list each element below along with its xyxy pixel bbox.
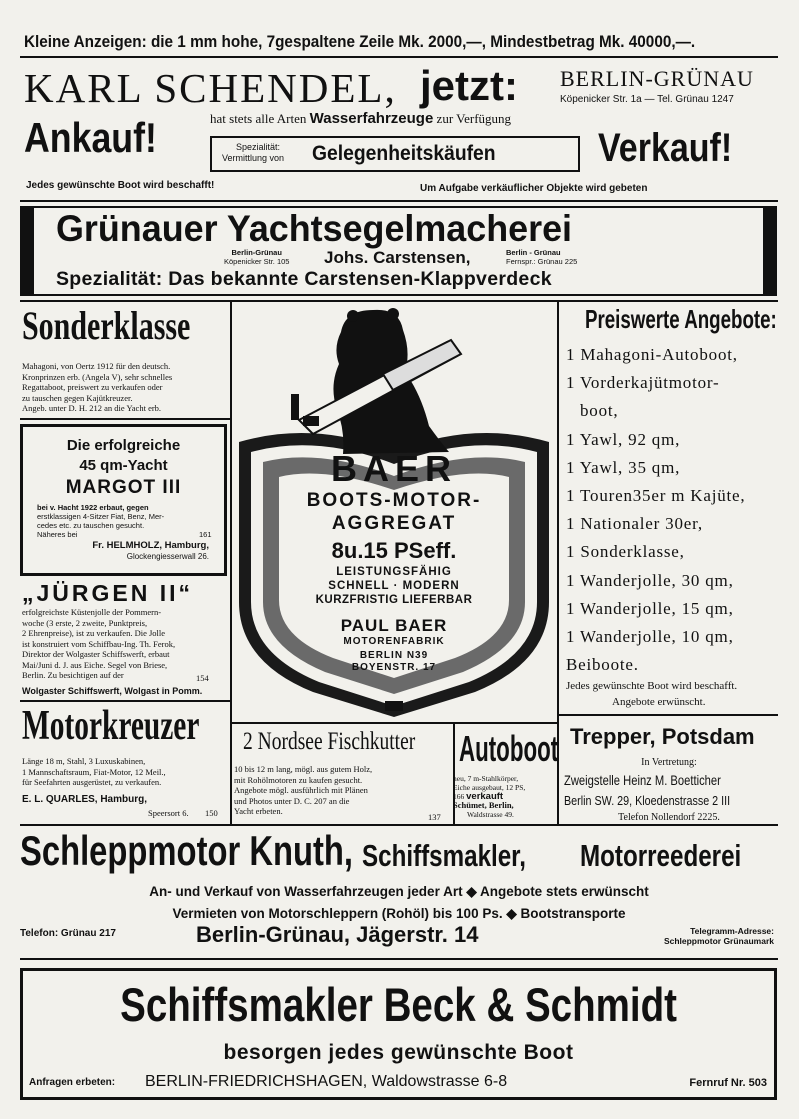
schendel-jetzt: jetzt: [420,62,518,109]
ankauf: Ankauf! [24,114,157,161]
baer-line4: LEISTUNGSFÄHIG [336,566,452,578]
autoboot-title: Autoboot [459,728,559,769]
baer-line6: KURZFRISTIG LIEFERBAR [315,594,473,606]
motorkreuzer-num: 150 [205,808,218,818]
knuth-tg: Telegramm-Adresse: Schleppmotor Grünaumark [663,926,774,946]
schendel-city: BERLIN-GRÜNAU [560,66,754,91]
margot-box: Die erfolgreiche 45 qm-Yacht MARGOT III bei v. Hacht 1922 erbaut, gegen erstklassigen 4-Sitzer Fiat, Benz, Mer- cedes etc. zu tauschen gesucht. Näheres bei 161 Fr. HELMHOLZ, Hamburg, Glockengiesserwall 26. [20,424,227,576]
preiswerte-title: Preiswerte Angebote: [585,304,777,334]
preiswerte-note1: Jedes gewünschte Boot wird beschafft. [566,680,738,692]
yacht-title: Grünauer Yachtsegelmacherei [56,208,573,249]
divider [20,418,230,420]
beck-tel: Fernruf Nr. 503 [689,1077,767,1089]
juergen-footer: Wolgaster Schiffswerft, Wolgast in Pomm. [22,686,203,696]
trepper-title: Trepper, Potsdam [570,724,755,749]
preiswerte-note2: Angebote erwünscht. [612,696,706,708]
sonderklasse-title: Sonderklasse [22,303,191,348]
fischkutter-title: 2 Nordsee Fischkutter [243,728,416,755]
sonderklasse-text: Mahagoni, von Oertz 1912 für den deutsch. Kronprinzen erb. (Angela V), sehr schnelles Regattaboot, preiswert zu verkaufen oder zu tauschen gegen Kajütkreuzer. Angeb. unter D. H. 212 an die Yacht erb. [22,361,173,413]
divider [230,722,557,724]
yacht-right-addr: Berlin - Grünau Fernspr.: Grünau 225 [506,248,578,266]
baer-ad [233,302,555,720]
trepper-l2: Berlin SW. 29, Kloedenstrasse 2 III [564,794,731,808]
knuth-l2: Vermieten von Motorschleppern (Rohöl) bis 100 Ps. ◆ Bootstransporte [172,906,626,921]
trepper-l1: Zweigstelle Heinz M. Boetticher [564,772,721,788]
juergen-title: „JÜRGEN II“ [22,580,194,606]
juergen-text: erfolgreichste Küstenjolle der Pommern- woche (3 erste, 2 zweite, Punktpreis, 2 Ehrenpreise), ist zu verkaufen. Die Jolle ist konstruiert vom Schiffbau-Ing. Th. Ferok, Direktor der Wolgaster Schiffswerft, erbaut Mai/Juni d. J. aus Eiche. Segel von Briese, Berlin. Zu besichtigen auf der [22,607,176,680]
yacht-box [20,206,777,296]
knuth-tel: Telefon: Grünau 217 [20,928,116,939]
knuth-l1: An- und Verkauf von Wasserfahrzeugen jeder Art ◆ Angebote stets erwünscht [149,884,649,899]
knuth-title: Schleppmotor Knuth, [20,827,354,874]
yacht-left-addr: Berlin-Grünau Köpenicker Str. 105 [224,248,290,266]
divider [20,958,778,960]
preiswerte-list: 1 Mahagoni-Autoboot, 1 Vorderkajütmotor- boot, 1 Yawl, 92 qm, 1 Yawl, 35 qm, 1 Touren35er m Kajüte, 1 Nationaler 30er, 1 Sonderklasse, 1 Wanderjolle, 30 qm, 1 Wanderjolle, 15 qm, 1 Wanderjolle, 10 qm, Beiboote. [566,345,746,675]
beck-box [20,968,777,1100]
trepper-l3: Telefon Nollendorf 2225. [618,812,720,823]
motorkreuzer-street: Speersort 6. [148,808,189,818]
yacht-owner: Johs. Carstensen, [324,248,471,267]
schendel-left-note: Jedes gewünschte Boot wird beschafft! [26,180,215,191]
baer-line9: BERLIN N39 [359,650,429,661]
baer-line10: BOYENSTR. 17 [351,662,437,673]
motorkreuzer-title: Motorkreuzer [22,703,200,749]
divider [20,56,778,58]
baer-brand: BAER [330,448,457,489]
beck-title: Schiffsmakler Beck & Schmidt [120,978,677,1031]
gelegenheit-box: Spezialität: Vermittlung von Gelegenheitskäufen [210,136,580,172]
motorkreuzer-contact: E. L. QUARLES, Hamburg, [22,794,148,805]
rates-line: Kleine Anzeigen: die 1 mm hohe, 7gespaltene Zeile Mk. 2000,—, Mindestbetrag Mk. 40000,—. [24,32,696,51]
autoboot-text: neu, 7 m-Stahlkörper, Eiche ausgebaut, 12 PS, 166 verkauft Schümet, Berlin, Waldstrasse 49. [453,774,526,819]
divider [20,824,778,826]
beck-left: Anfragen erbeten: [29,1077,116,1088]
yacht-special: Spezialität: Das bekannte Carstensen-Klappverdeck [56,268,552,290]
baer-line7: PAUL BAER [340,616,448,635]
knuth-sub1: Schiffsmakler, [362,838,526,873]
schendel-name: KARL SCHENDEL, [24,65,397,111]
divider [20,200,778,202]
baer-line2: AGGREGAT [331,513,457,534]
beck-addr: BERLIN-FRIEDRICHSHAGEN, Waldowstrasse 6-8 [145,1073,508,1090]
trepper-sub: In Vertretung: [641,757,697,768]
schendel-offer: hat stets alle Arten Wasserfahrzeuge zur Verfügung [210,110,512,127]
verkauf: Verkauf! [598,126,733,170]
knuth-addr: Berlin-Grünau, Jägerstr. 14 [196,922,479,947]
baer-line8: MOTORENFABRIK [343,636,445,647]
knuth-sub2: Motorreederei [580,838,742,873]
schendel-address: Köpenicker Str. 1a — Tel. Grünau 1247 [560,94,734,105]
juergen-num: 154 [196,673,209,683]
beck-sub: besorgen jedes gewünschte Boot [223,1041,574,1064]
emblem-icon [385,701,403,711]
baer-line5: SCHNELL · MODERN [328,580,460,592]
schendel-right-note: Um Aufgabe verkäuflicher Objekte wird gebeten [420,183,648,194]
baer-line1: BOOTS-MOTOR- [306,490,482,511]
motorkreuzer-text: Länge 18 m, Stahl, 3 Luxuskabinen, 1 Mannschaftsraum, Fiat-Motor, 12 Meil., für Seefahrten ausgerüstet, zu verkaufen. [22,756,166,787]
fischkutter-text: 10 bis 12 m lang, mögl. aus gutem Holz, mit Rohölmotoren zu kaufen gesucht. Angebote mögl. ausführlich mit Plänen und Photos unter D. C. 207 an die Yacht erbeten. [234,764,373,816]
divider [557,714,778,716]
fischkutter-num: 137 [428,812,441,822]
baer-line3: 8u.15 PSeff. [331,538,457,563]
